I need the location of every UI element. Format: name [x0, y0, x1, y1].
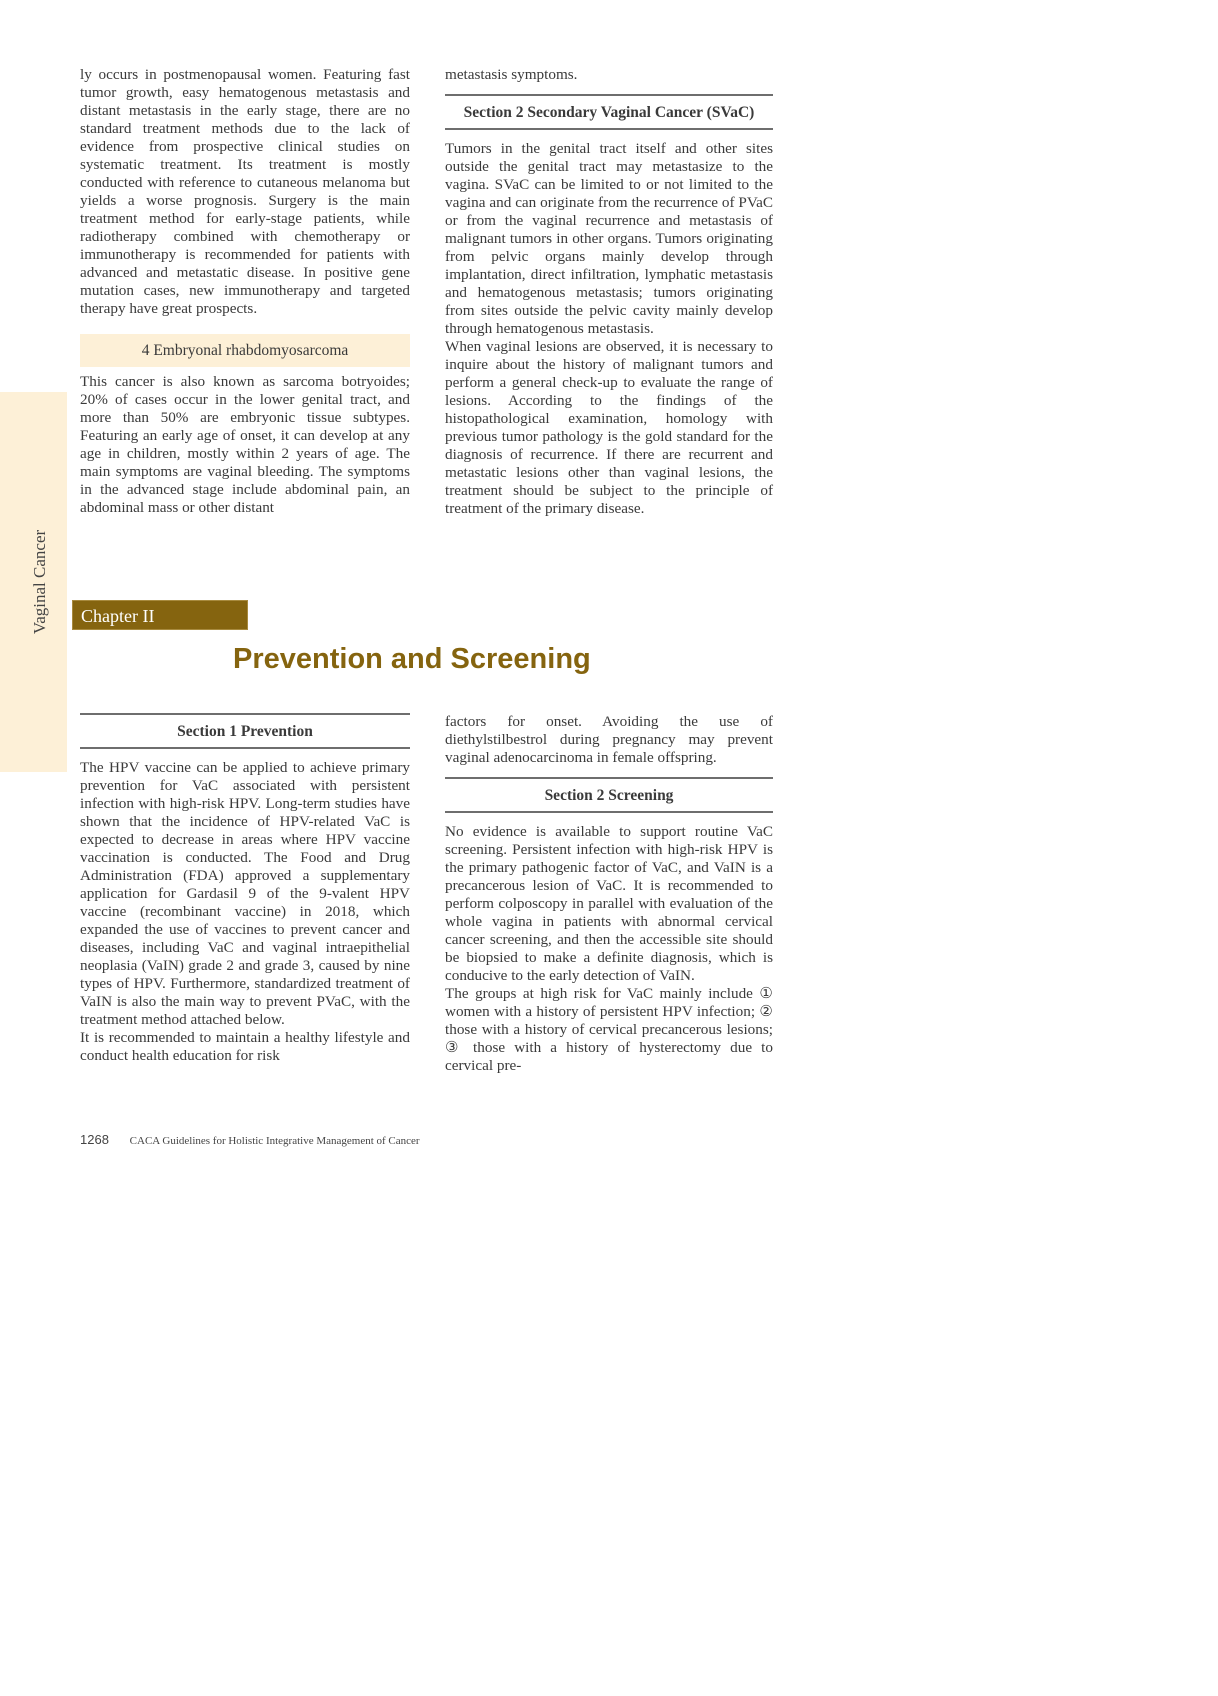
- column-right-bottom: [445, 713, 773, 1075]
- paragraph: Tumors in the genital tract itself and other sites outside the genital tract may metastasize to the vagina. SVaC can be limited to or not limited to the vagina and can originate from the recurrence of PVaC or from the vaginal recurrence and metastasis of malignant tumors in other organs. Tumors originating from pelvic organs mainly develop through implantation, direct infiltration, lymphatic metastasis and hematogenous metastasis; tumors originating from sites outside the pelvic cavity mainly develop through hematogenous metastasis.: [445, 140, 773, 337]
- column-left-bottom: [80, 713, 410, 1065]
- paragraph: When vaginal lesions are observed, it is necessary to inquire about the history of malignant tumors and perform a general check-up to evaluate the range of lesions. According to the findings of the histopathological examination, homology with previous tumor pathology is the gold standard for the diagnosis of recurrence. If there are recurrent and metastatic lesions other than vaginal lesions, the treatment should be subject to the principle of treatment of the primary disease.: [445, 338, 773, 517]
- subheading-embryonal-rhabdomyosarcoma: 4 Embryonal rhabdomyosarcoma: [80, 334, 410, 367]
- side-tab-label: Vaginal Cancer: [30, 529, 49, 635]
- section-heading-screening: Section 2 Screening: [445, 777, 773, 813]
- paragraph: The HPV vaccine can be applied to achieve primary prevention for VaC associated with persistent infection with high-risk HPV. Long-term studies have shown that the incidence of HPV-related VaC is expected to decrease in areas where HPV vaccine vaccination is conducted. The Food and Drug Administration (FDA) approved a supplementary application for Gardasil 9 of the 9-valent HPV vaccine (recombinant vaccine) in 2018, which expanded the use of vaccines to prevent cancer and diseases, including VaC and vaginal intraepithelial neoplasia (VaIN) grade 2 and grade 3, caused by nine types of HPV. Furthermore, standardized treatment of VaIN is also the main way to prevent PVaC, with the treatment method attached below.: [80, 759, 410, 1028]
- column-right-top: [445, 66, 773, 518]
- page-footer: [80, 1132, 420, 1147]
- book-title: CACA Guidelines for Holistic Integrative Management of Cancer: [129, 1135, 420, 1147]
- paragraph: No evidence is available to support routine VaC screening. Persistent infection with high-risk HPV is the primary pathogenic factor of VaC, and VaIN is a precancerous lesion of VaC. It is recommended to perform colposcopy in parallel with evaluation of the whole vagina in patients with abnormal cervical cancer screening, and then the accessible site should be biopsied to make a definite diagnosis, which is conducive to the early detection of VaIN.: [445, 823, 773, 984]
- column-left-top: [80, 66, 410, 517]
- chapter-label: Chapter II: [72, 600, 248, 630]
- paragraph: metastasis symptoms.: [445, 66, 578, 83]
- paragraph: This cancer is also known as sarcoma botryoides; 20% of cases occur in the lower genital tract, and more than 50% are embryonic tissue subtypes. Featuring an early age of onset, it can develop at any age in children, mostly within 2 years of age. The main symptoms are vaginal bleeding. The symptoms in the advanced stage include abdominal pain, an abdominal mass or other distant: [80, 373, 410, 516]
- section-heading-secondary-vaginal-cancer: Section 2 Secondary Vaginal Cancer (SVaC): [445, 94, 773, 130]
- page-number: 1268: [80, 1132, 109, 1147]
- paragraph: factors for onset. Avoiding the use of diethylstilbestrol during pregnancy may prevent vaginal adenocarcinoma in female offspring.: [445, 713, 773, 766]
- section-heading-prevention: Section 1 Prevention: [80, 713, 410, 749]
- paragraph: It is recommended to maintain a healthy lifestyle and conduct health education for risk: [80, 1029, 410, 1064]
- paragraph: ly occurs in postmenopausal women. Featuring fast tumor growth, easy hematogenous metastasis and distant metastasis in the early stage, there are no standard treatment methods due to the lack of evidence from prospective clinical studies on systematic treatment. Its treatment is mostly conducted with reference to cutaneous melanoma but yields a worse prognosis. Surgery is the main treatment method for early-stage patients, while radiotherapy combined with chemotherapy or immunotherapy is recommended for patients with advanced and metastatic disease. In positive gene mutation cases, new immunotherapy and targeted therapy have great prospects.: [80, 66, 410, 317]
- paragraph: The groups at high risk for VaC mainly include ① women with a history of persistent HPV infection; ② those with a history of cervical precancerous lesions; ③ those with a history of hysterectomy due to cervical pre-: [445, 985, 773, 1074]
- chapter-title: Prevention and Screening: [233, 643, 591, 675]
